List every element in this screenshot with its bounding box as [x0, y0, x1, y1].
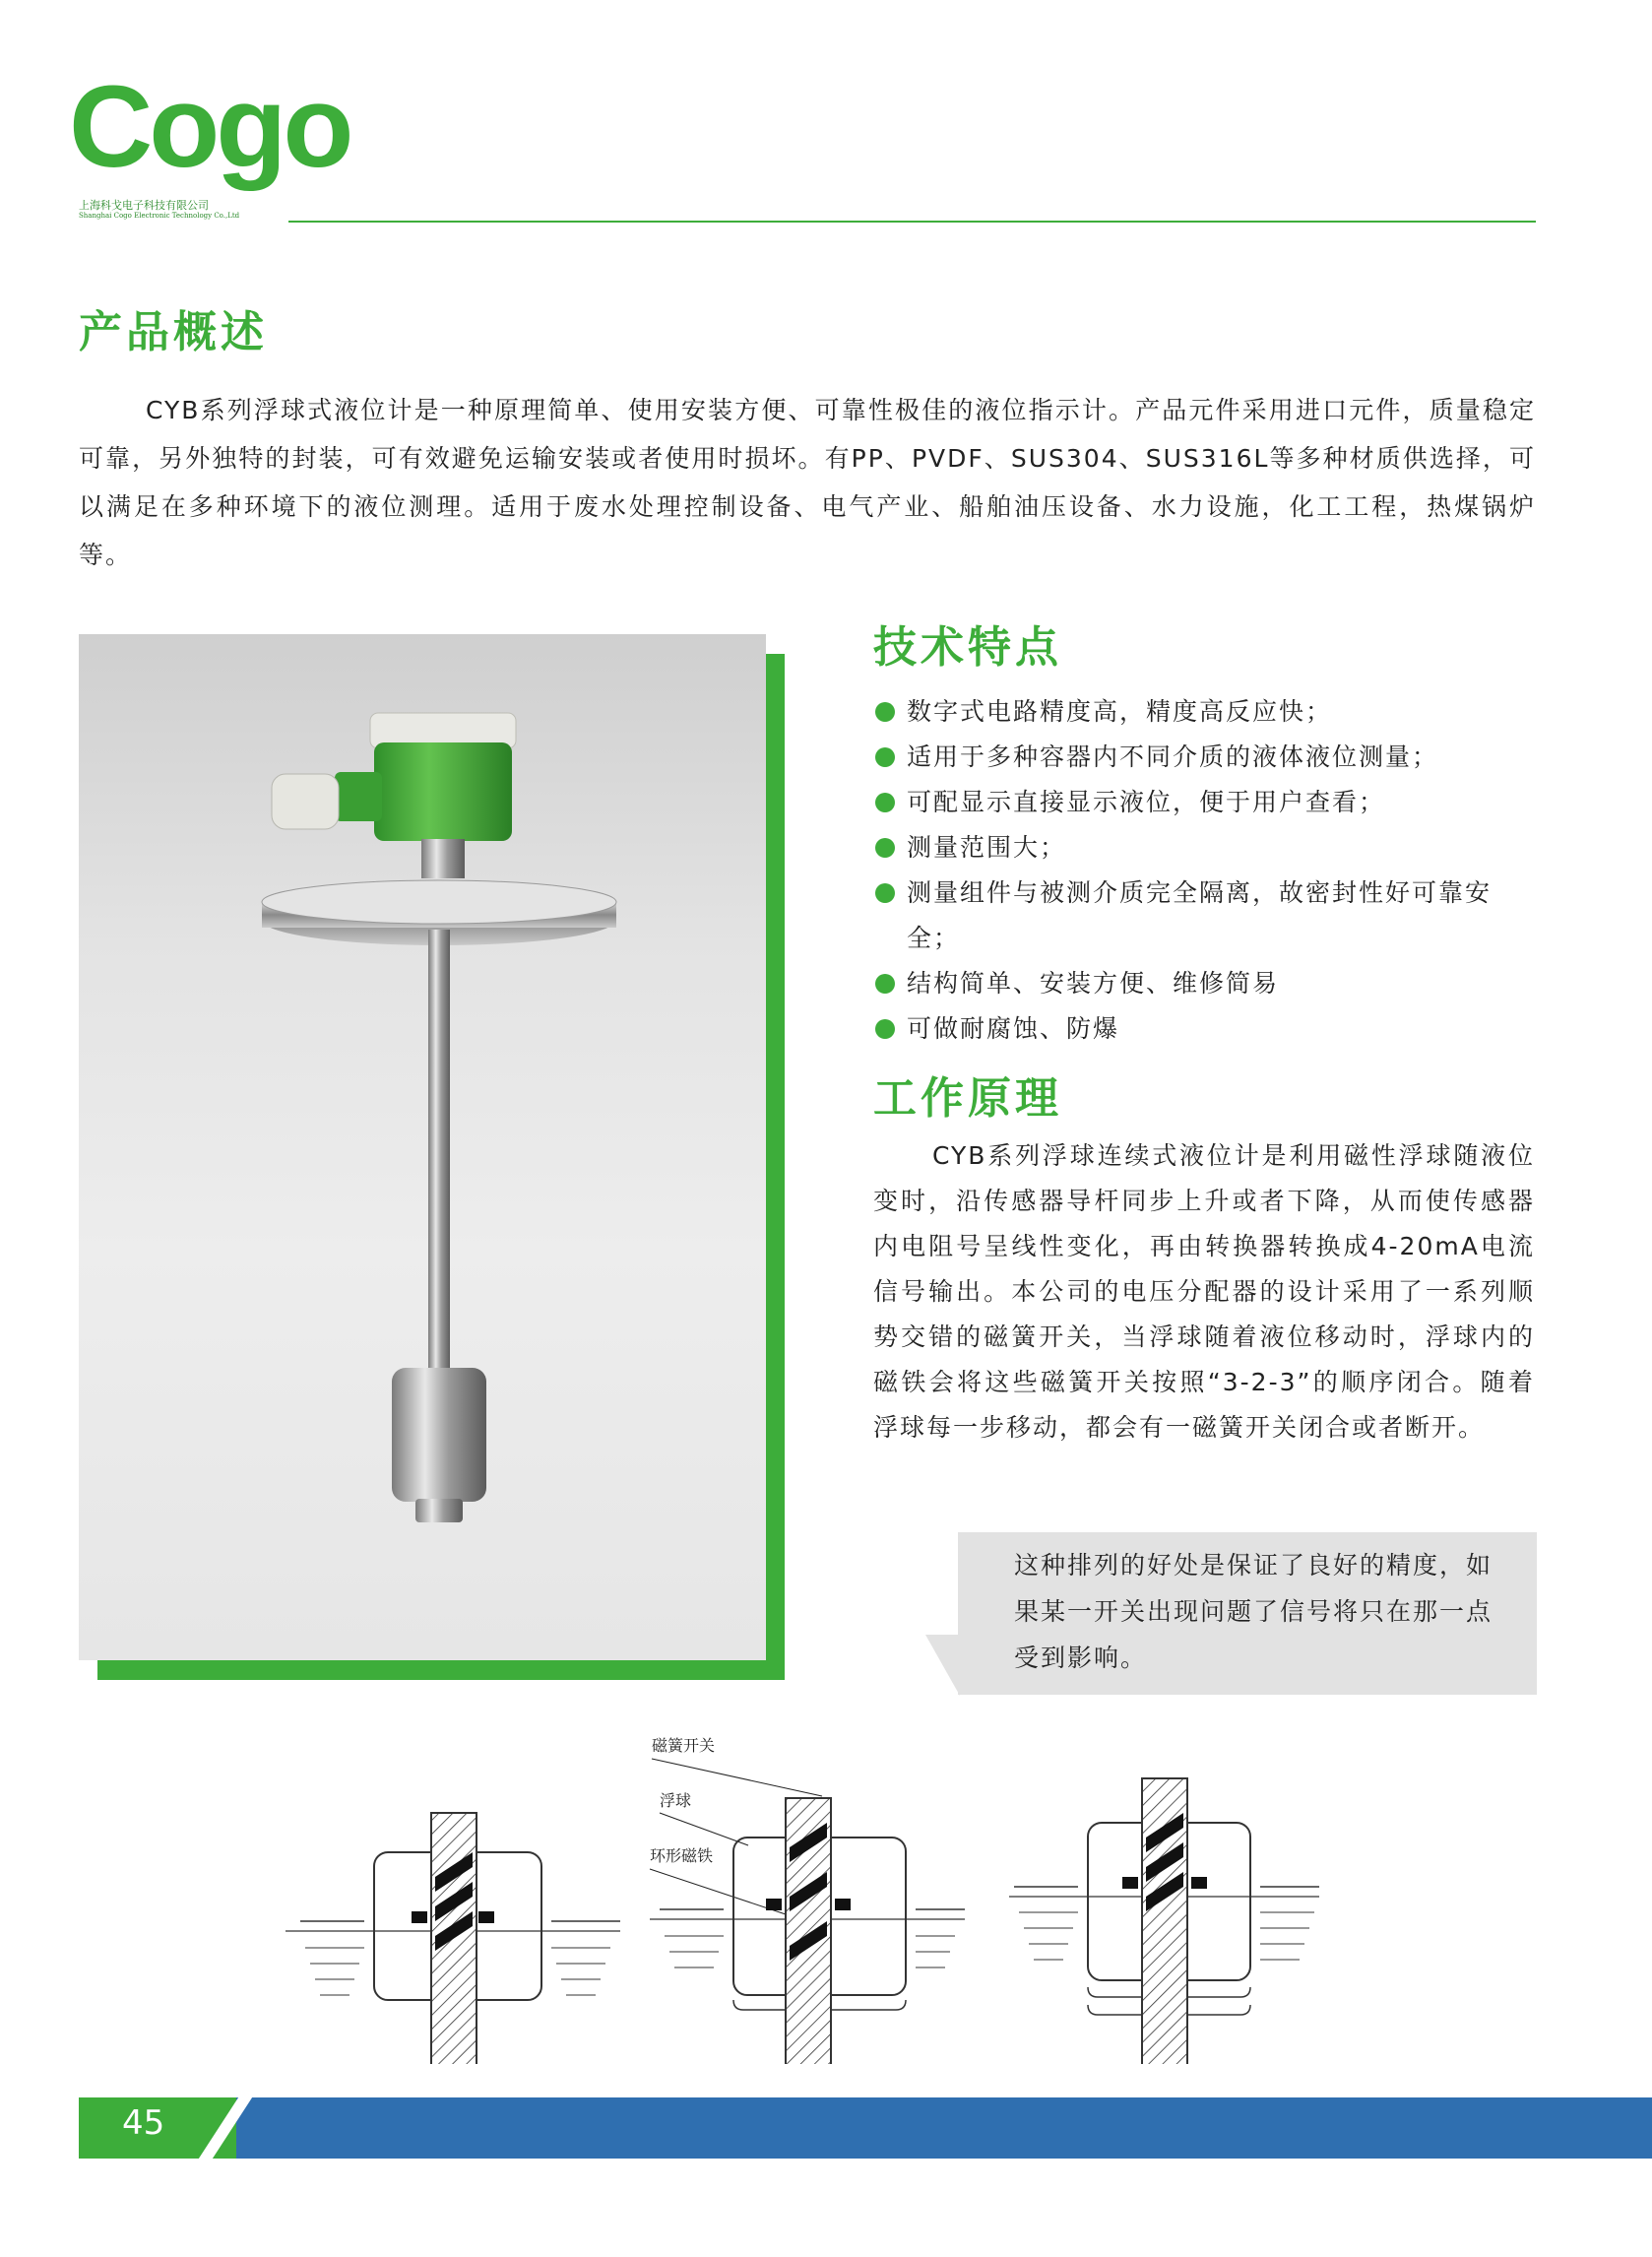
company-name-cn: 上海科戈电子科技有限公司	[79, 199, 209, 212]
label-ring-magnet: 环形磁铁	[650, 1846, 714, 1865]
bullet-icon	[875, 974, 895, 994]
diagram-state-3	[1009, 1778, 1319, 2064]
callout-text: 这种排列的好处是保证了良好的精度，如果某一开关出现问题了信号将只在那一点受到影响。	[1014, 1551, 1493, 1672]
overview-title: 产品概述	[79, 307, 268, 357]
header-divider	[288, 221, 1536, 223]
reed-switch-diagram	[286, 1729, 1349, 2068]
features-list	[873, 689, 1543, 1052]
bullet-icon	[875, 1019, 895, 1039]
product-photo	[79, 634, 766, 1660]
features-title: 技术特点	[873, 622, 1062, 673]
label-reed-switch: 磁簧开关	[652, 1736, 716, 1755]
company-logo: Cogo	[69, 62, 350, 192]
company-name-en: Shanghai Cogo Electronic Technology Co.,Ltd	[79, 212, 240, 220]
page-number: 45	[122, 2103, 165, 2143]
callout-pointer	[925, 1635, 960, 1696]
list-item: 可配显示直接显示液位，便于用户查看；	[873, 780, 1543, 825]
footer-bar	[187, 2097, 1652, 2159]
bullet-icon	[875, 838, 895, 858]
diagram-state-1	[286, 1813, 620, 2064]
list-item: 可做耐腐蚀、防爆	[873, 1006, 1543, 1052]
principle-title: 工作原理	[873, 1073, 1062, 1124]
principle-paragraph: CYB系列浮球连续式液位计是利用磁性浮球随液位变时，沿传感器导杆同步上升或者下降，从而使传感器内电阻号呈线性变化，再由转换器转换成4-20mA电流信号输出。本公司的电压分配器的设计采用了一系列顺势交错的磁簧开关，当浮球随着液位移动时，浮球内的磁铁会将这些磁簧开关按照“3-2-3”的顺序闭合。随着浮球每一步移动，都会有一磁簧开关闭合或者断开。	[873, 1141, 1535, 1442]
float-level-gauge-illustration	[79, 634, 766, 1660]
bullet-icon	[875, 747, 895, 767]
bullet-icon	[875, 883, 895, 903]
label-float-ball: 浮球	[660, 1791, 692, 1810]
list-item: 测量组件与被测介质完全隔离，故密封性好可靠安全；	[873, 871, 1543, 961]
list-item: 结构简单、安装方便、维修简易	[873, 961, 1543, 1006]
bullet-icon	[875, 702, 895, 722]
bullet-icon	[875, 793, 895, 812]
list-item: 适用于多种容器内不同介质的液体液位测量；	[873, 735, 1543, 780]
list-item: 测量范围大；	[873, 825, 1543, 871]
overview-paragraph: CYB系列浮球式液位计是一种原理简单、使用安装方便、可靠性极佳的液位指示计。产品元件采用进口元件，质量稳定可靠，另外独特的封装，可有效避免运输安装或者使用时损坏。有PP、PVDF、SUS304、SUS316L等多种材质供选择，可以满足在多种环境下的液位测理。适用于废水处理控制设备、电气产业、船舶油压设备、水力设施，化工工程，热煤锅炉等。	[79, 396, 1536, 569]
list-item: 数字式电路精度高，精度高反应快；	[873, 689, 1543, 735]
diagram-state-2	[650, 1798, 965, 2064]
